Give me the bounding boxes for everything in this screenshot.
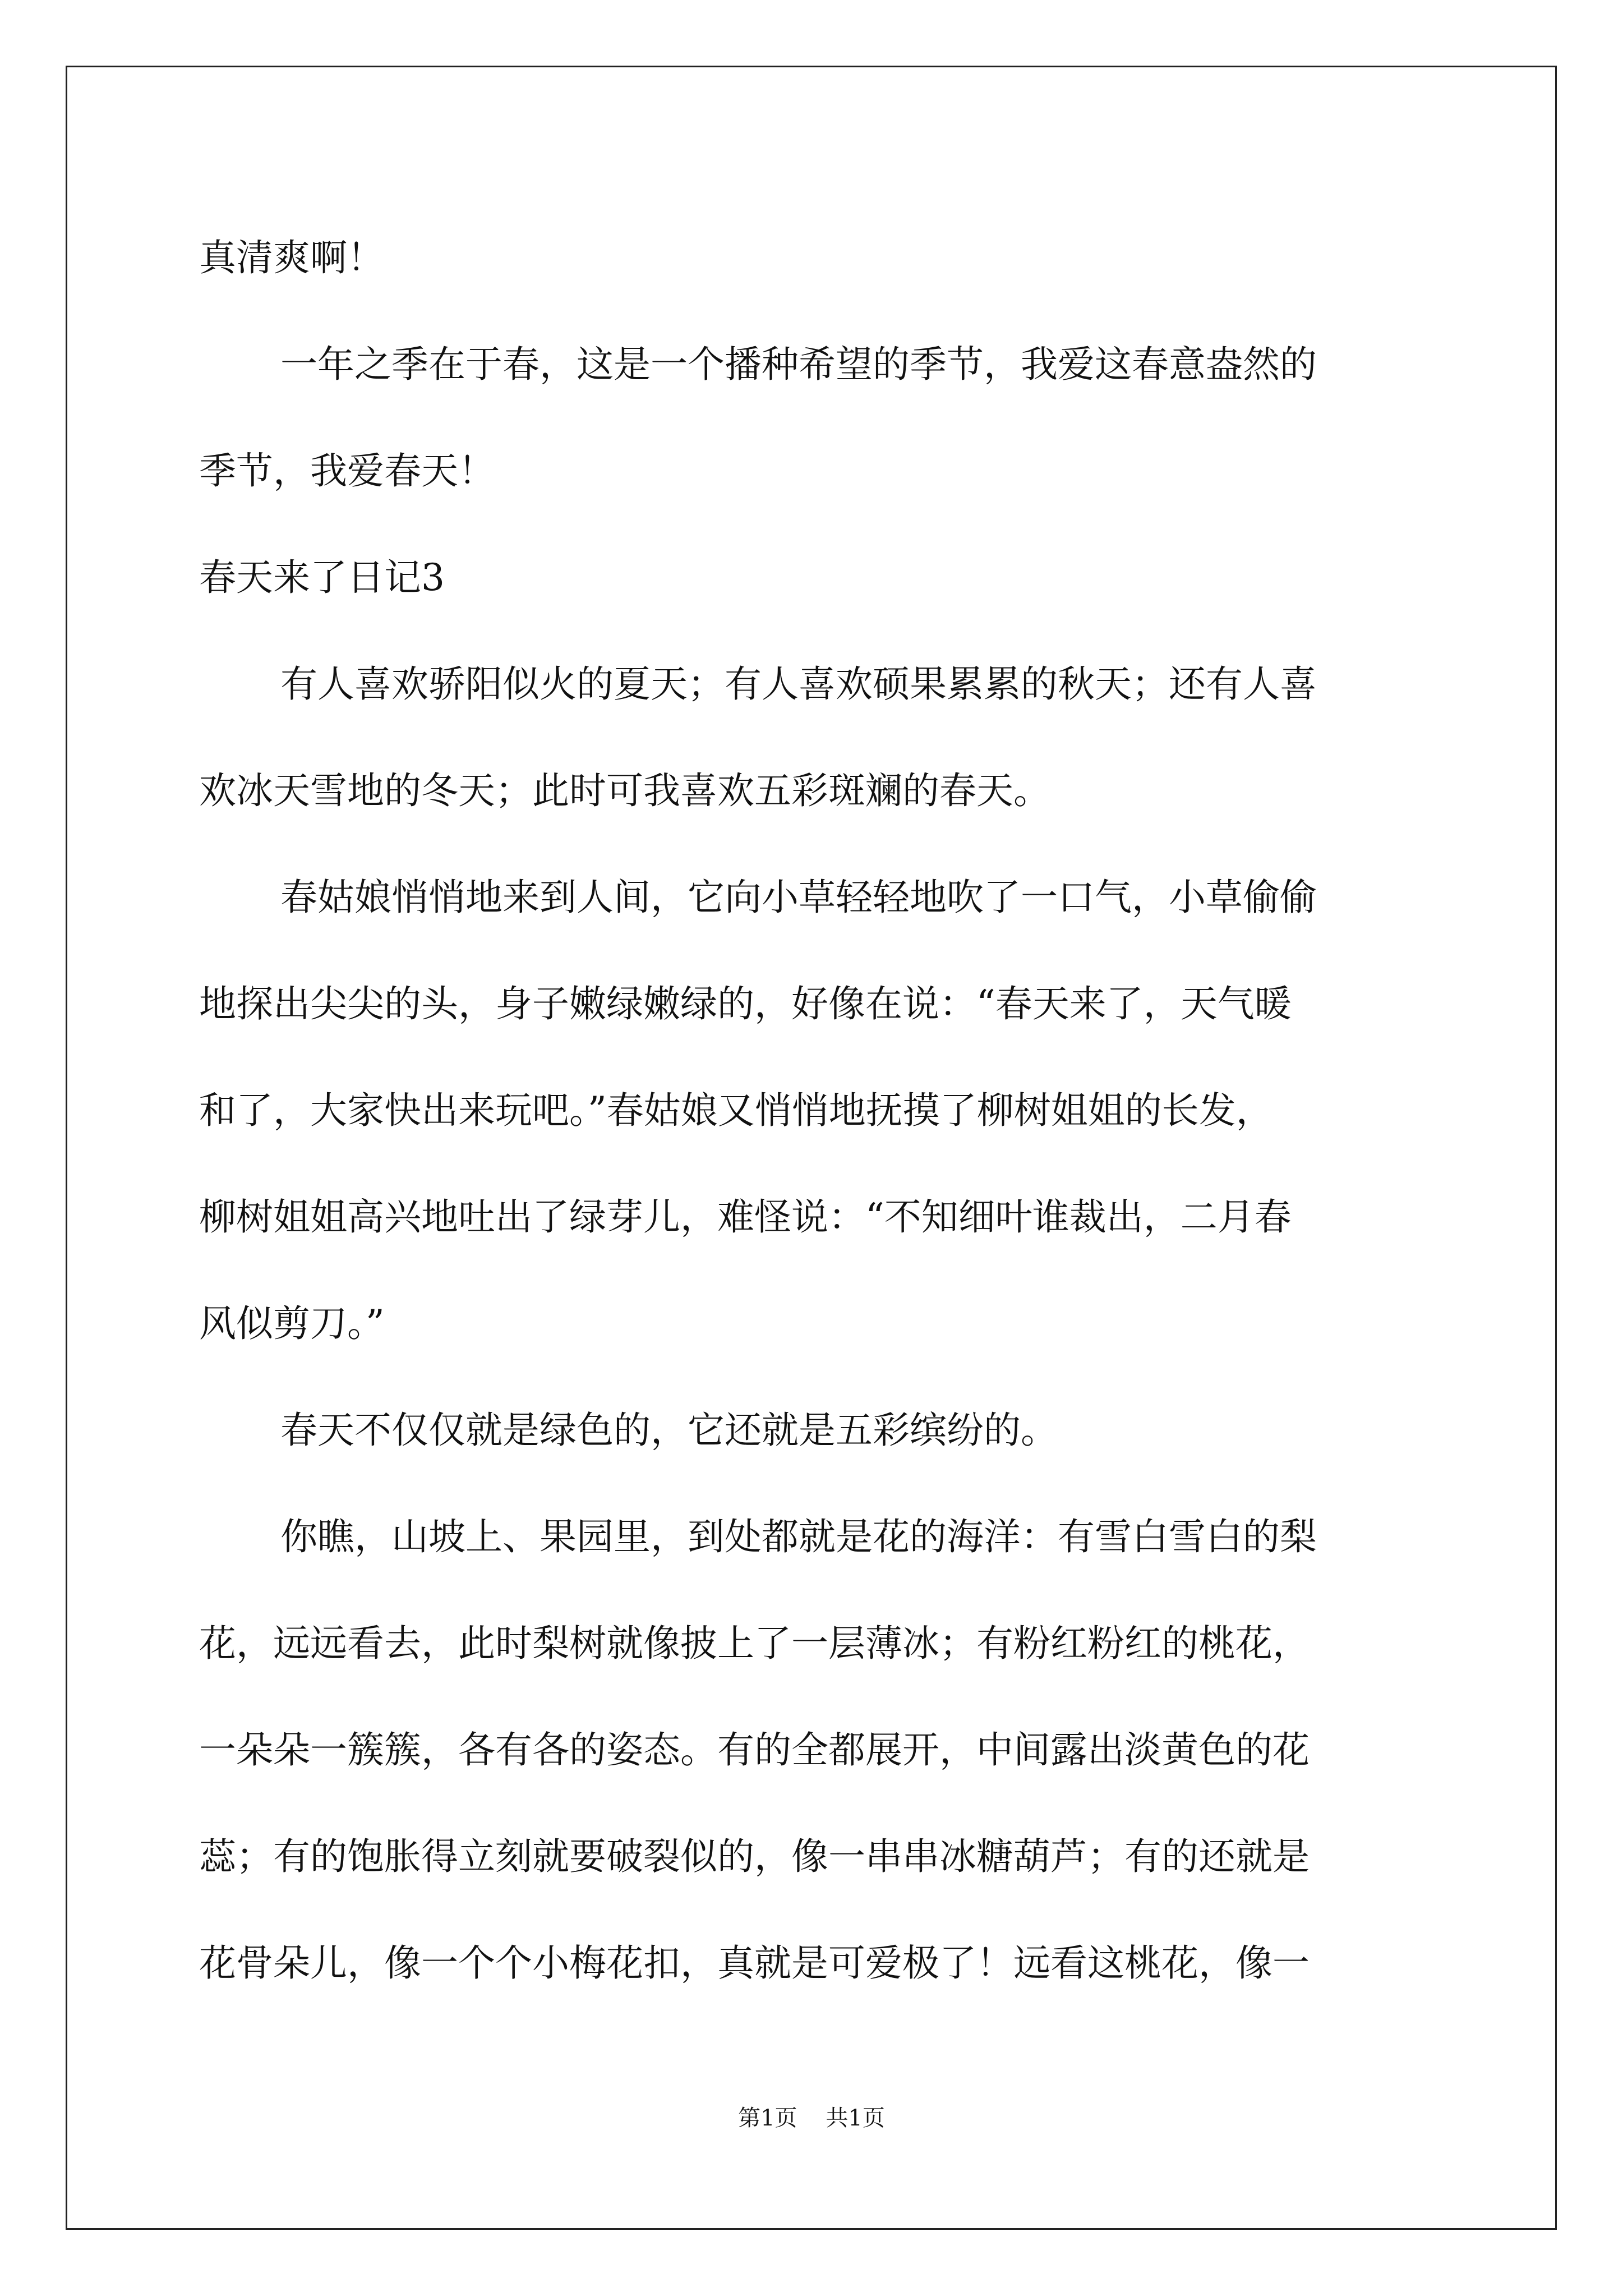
text-line: 一朵朵一簇簇，各有各的姿态。有的全都展开，中间露出淡黄色的花 [199,1728,1310,1772]
page-number-footer: 第1页 共1页 [738,2105,885,2131]
text-line: 柳树姐姐高兴地吐出了绿芽儿，难怪说：“不知细叶谁裁出，二月春 [199,1195,1292,1239]
text-line: 季节，我爱春天！ [199,449,495,493]
document-body [199,205,1427,2017]
text-line: 和了，大家快出来玩吧。”春姑娘又悄悄地抚摸了柳树姐姐的长发， [199,1089,1273,1132]
section-heading: 春天来了日记3 [199,556,445,599]
text-line: 欢冰天雪地的冬天；此时可我喜欢五彩斑斓的春天。 [199,769,1050,812]
text-line: 有人喜欢骄阳似火的夏天；有人喜欢硕果累累的秋天；还有人喜 [280,662,1317,706]
text-line: 花，远远看去，此时梨树就像披上了一层薄冰；有粉红粉红的桃花， [199,1622,1310,1665]
text-line: 春姑娘悄悄地来到人间，它向小草轻轻地吹了一口气，小草偷偷 [280,876,1317,919]
text-line: 春天不仅仅就是绿色的，它还就是五彩缤纷的。 [280,1409,1058,1452]
text-line: 风似剪刀。” [199,1302,385,1345]
text-line: 蕊；有的饱胀得立刻就要破裂似的，像一串串冰糖葫芦；有的还就是 [199,1835,1310,1878]
text-line: 你瞧，山坡上、果园里，到处都就是花的海洋：有雪白雪白的梨 [280,1515,1317,1558]
text-line: 花骨朵儿，像一个个小梅花扣，真就是可爱极了！远看这桃花，像一 [199,1941,1310,1985]
text-line: 真清爽啊！ [199,236,384,279]
text-line: 一年之季在于春，这是一个播种希望的季节，我爱这春意盎然的 [280,343,1317,386]
text-line: 地探出尖尖的头，身子嫩绿嫩绿的，好像在说：“春天来了，天气暖 [199,982,1292,1025]
